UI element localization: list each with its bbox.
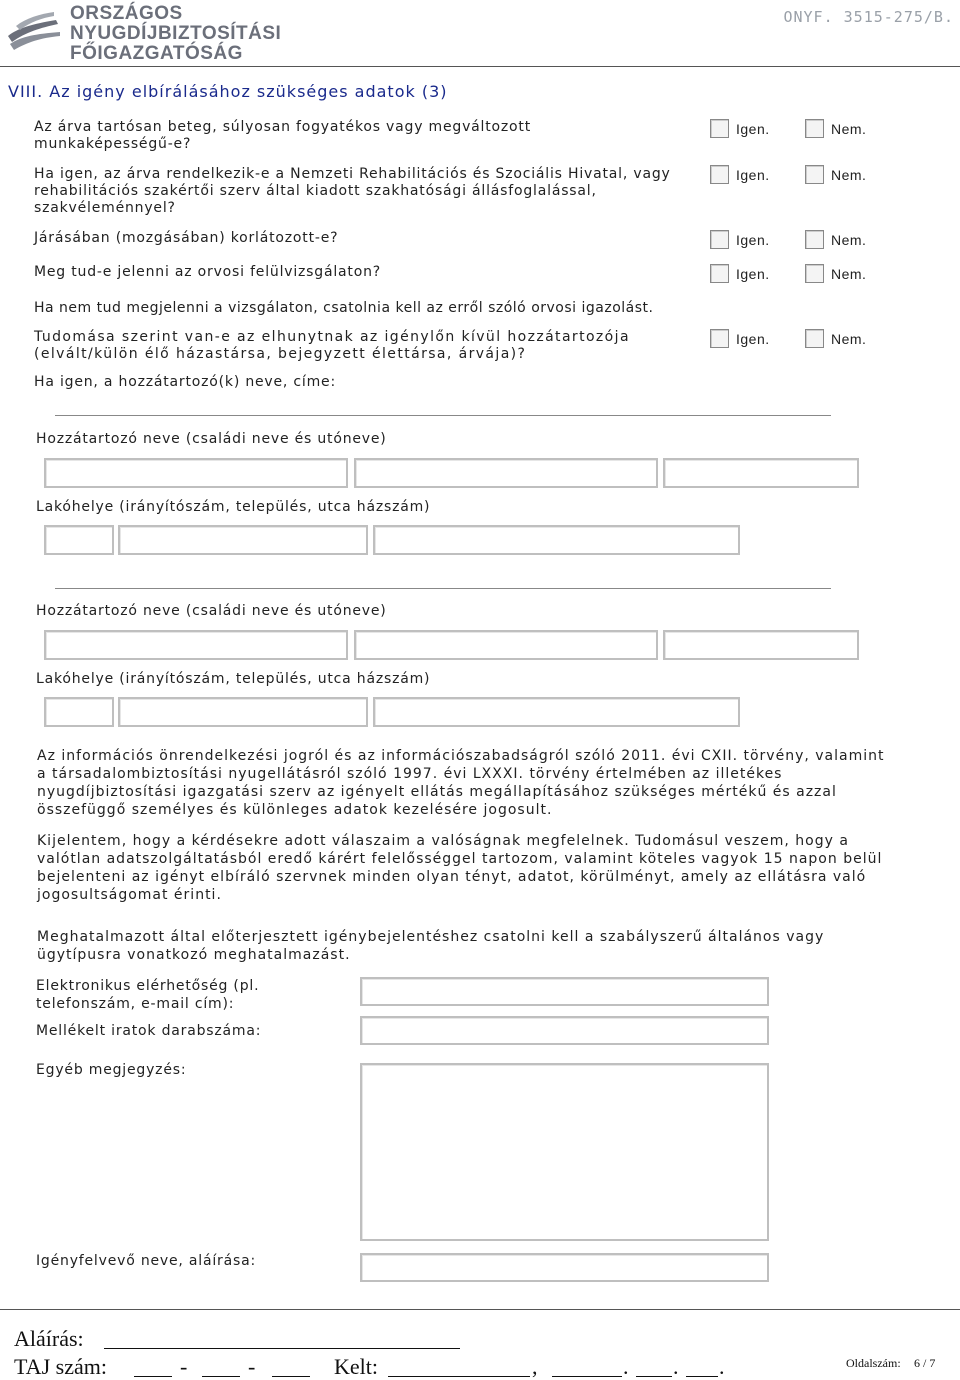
declaration-paragraph: Kijelentem, hogy a kérdésekre adott válaszaim a valóságnak megfelelnek. Tudomásul veszem, hogy a valótlan adatszolgáltatásból eredő kárért felelősséggel tartozom, valamint köteles vagyok 15 napon belül bejelenteni az igényt elbíráló szervnek minden olyan tényt, adatot, körülményt, amely az ellátásra való jogosultságomat érinti. [37,833,883,903]
taj-separator-1: - [180,1354,188,1379]
question-1-no-checkbox[interactable] [805,119,824,138]
question-2-no-label: Nem. [831,167,867,183]
document-id: ONYF. 3515-275/B. [783,8,954,26]
relative-1-street-field[interactable] [373,525,740,555]
signature-label: Aláírás: [14,1326,84,1351]
relative-2-name-field-3[interactable] [663,630,859,660]
question-5-no-checkbox[interactable] [805,329,824,348]
question-4-yes-checkbox[interactable] [710,264,729,283]
date-separator-2: . [623,1354,629,1379]
relative-1-name-field-2[interactable] [354,458,658,488]
officer-name-label: Igényfelvevő neve, aláírása: [36,1253,256,1269]
logo-hands-icon [6,6,64,56]
data-protection-paragraph: Az információs önrendelkezési jogról és az információszabadságról szóló 2011. évi CXII. törvény, valamint a társadalombiztosítási nyugellátásról szóló 1997. évi LXXXI. törvény értelmében az illetékes nyugdíjbiztosítási igazgatási szerv az igényelt ellátás megállapításához szükséges mértékű és azzal összefüggő személyes és különleges adatok kezelésére jogosult. [37,748,885,818]
question-3-no-checkbox[interactable] [805,230,824,249]
question-6-text: Ha igen, a hozzátartozó(k) neve, címe: [34,374,336,390]
question-1-yes-checkbox[interactable] [710,119,729,138]
date-place-line[interactable] [388,1376,530,1377]
taj-label: TAJ szám: [14,1354,107,1379]
medical-certificate-note: Ha nem tud megjelenni a vizsgálaton, csatolnia kell az erről szóló orvosi igazolást. [34,300,654,316]
relative-2-name-label: Hozzátartozó neve (családi neve és utóneve) [36,603,387,619]
date-year-line[interactable] [552,1376,622,1377]
electronic-contact-label: Elektronikus elérhetőség (pl. telefonszám, e-mail cím): [36,978,260,1012]
question-4-no-checkbox[interactable] [805,264,824,283]
question-5-text: Tudomása szerint van-e az elhunytnak az igénylőn kívül hozzátartozója (elvált/külön élő házastársa, bejegyzett élettársa, árvája)? [34,329,630,362]
header-rule [0,66,960,67]
date-day-line[interactable] [686,1376,718,1377]
question-5-yes-checkbox[interactable] [710,329,729,348]
page-number-value: 6 / 7 [914,1356,936,1370]
page-number-label: Oldalszám: [846,1356,901,1370]
date-month-line[interactable] [636,1376,672,1377]
relative-2-name-field-1[interactable] [44,630,348,660]
signature-line[interactable] [104,1348,460,1349]
officer-name-field[interactable] [360,1253,769,1282]
relative-1-separator [55,415,831,416]
other-remarks-label: Egyéb megjegyzés: [36,1062,187,1078]
logo [6,3,282,64]
question-3-yes-label: Igen. [736,232,770,248]
question-4-text: Meg tud-e jelenni az orvosi felülvizsgálaton? [34,264,381,280]
attachments-count-label: Mellékelt iratok darabszáma: [36,1023,262,1039]
question-1-yes-label: Igen. [736,121,770,137]
relative-2-separator [55,588,831,589]
question-3-no-label: Nem. [831,232,867,248]
logo-line-1: ORSZÁGOS [70,3,183,24]
date-label: Kelt: [334,1354,378,1379]
logo-line-3: FŐIGAZGATÓSÁG [70,43,243,64]
authorization-paragraph: Meghatalmazott által előterjesztett igénybejelentéshez csatolni kell a szabályszerű általános vagy ügytípusra vonatkozó meghatalmazást. [37,929,825,963]
other-remarks-field[interactable] [360,1063,769,1241]
question-5-no-label: Nem. [831,331,867,347]
footer-rule [0,1309,960,1310]
relative-2-street-field[interactable] [373,697,740,727]
relative-1-address-label: Lakóhelye (irányítószám, település, utca házszám) [36,499,431,515]
relative-1-name-field-3[interactable] [663,458,859,488]
taj-part-1[interactable] [134,1376,172,1377]
relative-2-zip-field[interactable] [44,697,114,727]
question-3-text: Járásában (mozgásában) korlátozott-e? [34,230,339,246]
taj-part-2[interactable] [202,1376,240,1377]
date-separator-1: , [532,1354,538,1379]
question-5-yes-label: Igen. [736,331,770,347]
relative-2-name-field-2[interactable] [354,630,658,660]
date-separator-4: . [719,1354,725,1379]
question-4-no-label: Nem. [831,266,867,282]
logo-line-2: NYUGDÍJBIZTOSÍTÁSI [70,23,282,44]
relative-1-city-field[interactable] [118,525,368,555]
question-1-text: Az árva tartósan beteg, súlyosan fogyatékos vagy megváltozott munkaképességű-e? [34,119,531,152]
section-title: VIII. Az igény elbírálásához szükséges adatok (3) [8,82,448,101]
question-2-no-checkbox[interactable] [805,165,824,184]
question-3-yes-checkbox[interactable] [710,230,729,249]
attachments-count-field[interactable] [360,1016,769,1045]
question-2-yes-checkbox[interactable] [710,165,729,184]
question-4-yes-label: Igen. [736,266,770,282]
relative-1-name-label: Hozzátartozó neve (családi neve és utóneve) [36,431,387,447]
question-2-yes-label: Igen. [736,167,770,183]
date-separator-3: . [673,1354,679,1379]
electronic-contact-field[interactable] [360,977,769,1006]
relative-1-name-field-1[interactable] [44,458,348,488]
relative-2-address-label: Lakóhelye (irányítószám, település, utca házszám) [36,671,431,687]
question-1-no-label: Nem. [831,121,867,137]
taj-separator-2: - [248,1354,256,1379]
question-2-text: Ha igen, az árva rendelkezik-e a Nemzeti Rehabilitációs és Szociális Hivatal, vagy rehabilitációs szakértői szerv által kiadott szakhatósági állásfoglalással, szakvéleménnyel? [34,166,671,216]
relative-2-city-field[interactable] [118,697,368,727]
taj-part-3[interactable] [272,1376,310,1377]
relative-1-zip-field[interactable] [44,525,114,555]
